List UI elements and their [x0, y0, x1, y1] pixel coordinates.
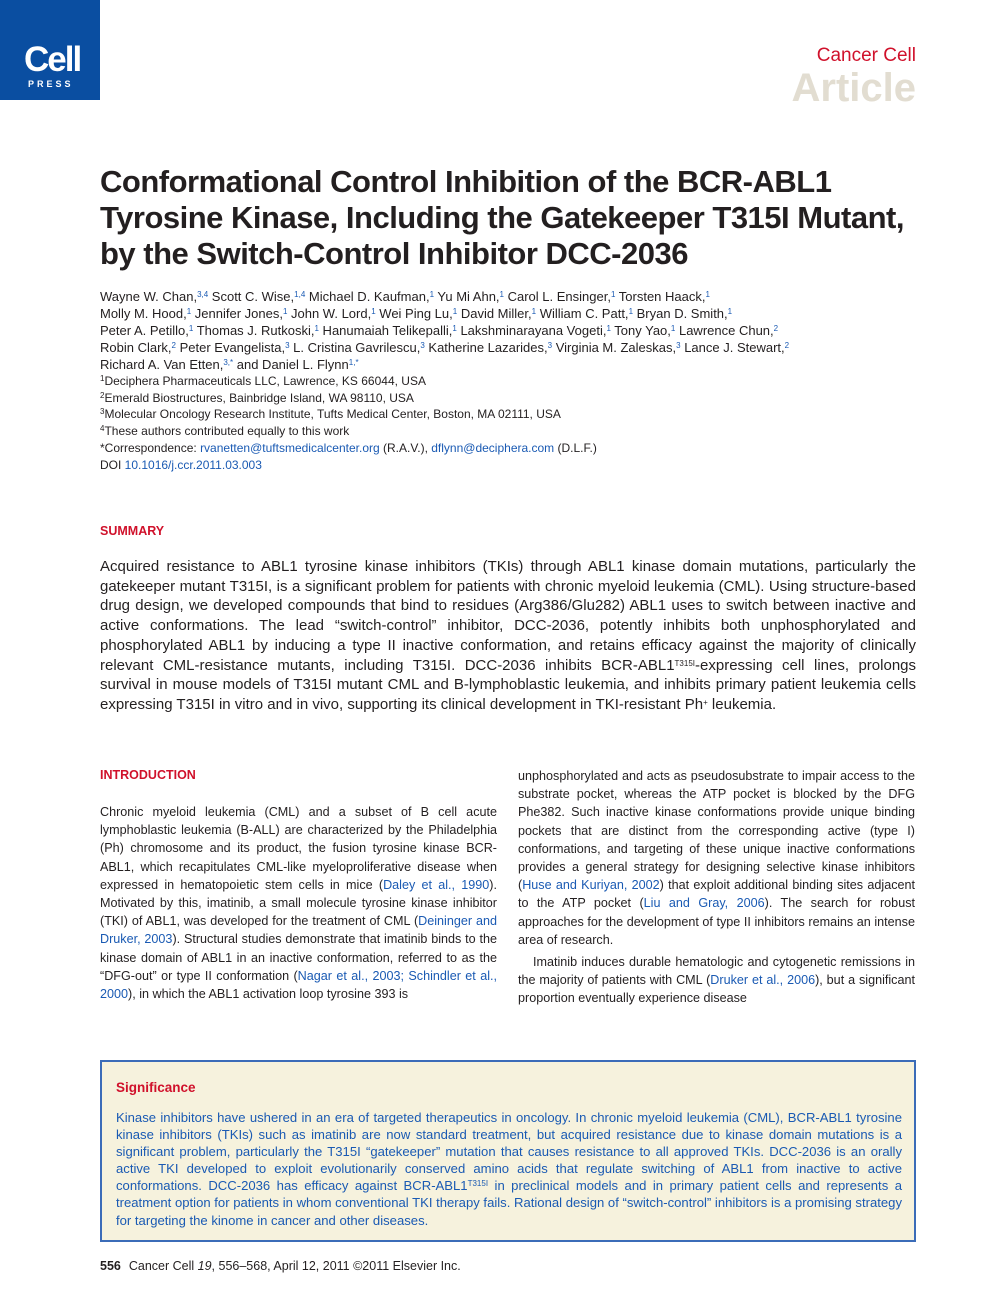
- text-run: ). Motivated by this, imatinib, a small molecule tyrosine kinase inhibitor (TKI) of ABL1, was developed for the treatment of CML (: [100, 877, 497, 929]
- text-run: ), but a significant proportion eventually experience disease: [518, 973, 915, 1006]
- author-name: David Miller,: [457, 306, 532, 321]
- author-name: Robin Clark,: [100, 340, 172, 355]
- text-run: ). Structural studies demonstrate that imatinib binds to the kinase domain of ABL1 in an inactive conformation, referred to as the “DFG-out” or type II conformation (: [100, 932, 497, 983]
- intro-column-right: [518, 767, 915, 1008]
- affiliation-marker[interactable]: 2: [784, 341, 790, 350]
- affiliation-marker[interactable]: 1: [670, 324, 676, 333]
- author-name: and Daniel L. Flynn: [233, 357, 349, 372]
- affiliation-marker[interactable]: 3: [676, 341, 681, 350]
- affiliation-marker[interactable]: 1: [314, 324, 319, 333]
- author-name: Wei Ping Lu,: [375, 306, 453, 321]
- affiliation-marker[interactable]: 2: [773, 324, 779, 333]
- author-line: [100, 288, 930, 305]
- affiliation-marker[interactable]: 1: [429, 290, 435, 299]
- author-name: Wayne W. Chan,: [100, 289, 198, 304]
- author-name: L. Cristina Gavrilescu,: [289, 340, 421, 355]
- affiliation-marker[interactable]: 1: [282, 307, 288, 316]
- author-name: Bryan D. Smith,: [633, 306, 728, 321]
- affiliation-marker[interactable]: 3,*: [223, 358, 234, 367]
- author-name: Hanumaiah Telikepalli,: [318, 323, 453, 338]
- summary-heading: SUMMARY: [100, 524, 165, 538]
- affiliation-marker[interactable]: 3: [547, 341, 553, 350]
- correspondence: *Correspondence: rvanetten@tuftsmedicalcenter.org (R.A.V.), dflynn@deciphera.com (D.L.F.): [100, 440, 597, 455]
- page-footer: 556 Cancer Cell 19, 556–568, April 12, 2011 ©2011 Elsevier Inc.: [100, 1259, 461, 1273]
- author-name: Tony Yao,: [610, 323, 671, 338]
- author-name: Molly M. Hood,: [100, 306, 187, 321]
- text-run: ). The search for robust approaches for the development of type II inhibitors remains an intense area of research.: [518, 896, 915, 947]
- text-run: unphosphorylated and acts as pseudosubstrate to impair access to the substrate pocket, whereas the ATP pocket is blocked by the DFG Phe382. Such inactive kinase conformations provide unique binding pockets that are distinct from the corresponding active (type I) conformations, and targeting of these unique inactive conformations provides a general strategy for designing selective kinase inhibitors (: [518, 769, 915, 893]
- citation-link[interactable]: Nagar et al., 2003; Schindler et al., 2000: [100, 968, 497, 1002]
- affiliation-marker[interactable]: 1: [531, 307, 537, 316]
- author-name: Thomas J. Rutkoski,: [193, 323, 315, 338]
- affiliation-item: $^2$Emerald Biostructures, Bainbridge Island, WA 98110, USA: [100, 390, 414, 405]
- citation-link[interactable]: Deininger and Druker, 2003: [100, 914, 497, 947]
- author-name: Lance J. Stewart,: [680, 340, 785, 355]
- introduction-heading: INTRODUCTION: [100, 768, 196, 782]
- author-name: William C. Patt,: [536, 306, 629, 321]
- author-line: [100, 322, 930, 339]
- author-name: Peter A. Petillo,: [100, 323, 189, 338]
- doi: DOI 10.1016/j.ccr.2011.03.003: [100, 457, 262, 472]
- author-name: Richard A. Van Etten,: [100, 357, 224, 372]
- affiliation-marker[interactable]: 1,4: [294, 290, 306, 299]
- author-line: [100, 305, 930, 322]
- email-link-vanetten[interactable]: rvanetten@tuftsmedicalcenter.org: [200, 440, 380, 455]
- citation-link[interactable]: Daley et al., 1990: [383, 877, 490, 892]
- affiliation-item: $^3$Molecular Oncology Research Institute, Tufts Medical Center, Boston, MA 02111, USA: [100, 407, 561, 422]
- author-name: Yu Mi Ahn,: [434, 289, 500, 304]
- logo-wordmark: Cell: [24, 40, 81, 79]
- text-run: Chronic myeloid leukemia (CML) and a subset of B cell acute lymphoblastic leukemia (B-ALL) are characterized by the Philadelphia (Ph) chromosome and its product, the fusion tyrosine kinase BCR-ABL1, which recapitulates CML-like myeloproliferative disease when expressed in hematopoietic stem cells in mice (: [100, 805, 497, 892]
- affiliation-marker[interactable]: 1: [452, 307, 458, 316]
- author-name: Jennifer Jones,: [191, 306, 283, 321]
- affiliation-marker[interactable]: 2: [171, 341, 176, 350]
- author-name: Lakshminarayana Vogeti,: [456, 323, 607, 338]
- affiliation-marker[interactable]: 1: [628, 307, 634, 316]
- significance-box: [100, 1060, 916, 1242]
- affiliation-marker[interactable]: 1: [606, 324, 611, 333]
- author-name: Lawrence Chun,: [675, 323, 774, 338]
- affiliation-marker[interactable]: 1: [705, 290, 710, 299]
- author-line: [100, 339, 930, 356]
- affiliation-marker[interactable]: 1: [610, 290, 616, 299]
- page-number: 556: [100, 1259, 121, 1273]
- significance-text: Kinase inhibitors have ushered in an era of targeted therapeutics in oncology. In chronic myeloid leukemia (CML), BCR-ABL1 tyrosine kinase inhibitors (TKIs) such as imatinib are now standard treatment, but acquired resistance due to kinase domain mutations is a significant problem, particularly the T315I “gatekeeper” mutation that causes resistance to all approved TKIs. DCC-2036 is an orally active TKI developed to exploit evolutionarily conserved amino acids that regulate switching of ABL1 from inactive to active conformations. DCC-2036 has efficacy against BCR-$ABL1^{T315I}$ in preclinical models and in primary patient cells and represents a treatment option for patients in whom conventional TKI therapy fails. Rational design of “switch-control” inhibitors is a promising strategy for targeting the kinome in cancer and other diseases.: [116, 1110, 902, 1228]
- cell-press-logo: [0, 0, 100, 100]
- author-name: Scott C. Wise,: [208, 289, 295, 304]
- affiliation-marker[interactable]: 1: [371, 307, 376, 316]
- affiliation-marker[interactable]: 1: [186, 307, 192, 316]
- article-title: Conformational Control Inhibition of the BCR-ABL1 Tyrosine Kinase, Including the Gatekeeper T315I Mutant, by the Switch-Control Inhibitor DCC-2036: [100, 164, 904, 271]
- text-run: ) that exploit additional binding sites adjacent to the ATP pocket (: [518, 878, 915, 911]
- author-name: Michael D. Kaufman,: [305, 289, 430, 304]
- email-link-flynn[interactable]: dflynn@deciphera.com: [431, 440, 555, 455]
- author-list: [100, 288, 930, 373]
- text-run: Imatinib induces durable hematologic and cytogenetic remissions in the majority of patients with CML (: [518, 955, 915, 988]
- article-type: Article: [791, 66, 916, 110]
- intro-paragraph-2: [518, 953, 915, 1008]
- affiliation-item: $^1$Deciphera Pharmaceuticals LLC, Lawrence, KS 66044, USA: [100, 374, 426, 388]
- author-name: Carol L. Ensinger,: [504, 289, 611, 304]
- affiliation-marker[interactable]: 1: [499, 290, 504, 299]
- affiliation-marker[interactable]: 1,*: [348, 358, 359, 367]
- citation-link[interactable]: Huse and Kuriyan, 2002: [522, 878, 660, 893]
- citation-link[interactable]: Liu and Gray, 2006: [643, 896, 765, 911]
- author-name: Virginia M. Zaleskas,: [552, 340, 677, 355]
- citation-link[interactable]: Druker et al., 2006: [710, 973, 816, 988]
- intro-paragraph-1: [100, 803, 497, 1003]
- author-name: John W. Lord,: [287, 306, 372, 321]
- affiliation-marker[interactable]: 3: [420, 341, 425, 350]
- affiliation-marker[interactable]: 3: [285, 341, 290, 350]
- doi-link[interactable]: 10.1016/j.ccr.2011.03.003: [124, 457, 262, 472]
- affiliation-item: $^4$These authors contributed equally to this work: [100, 424, 350, 439]
- affiliation-marker[interactable]: 3,4: [197, 290, 209, 299]
- author-name: Peter Evangelista,: [175, 340, 286, 355]
- journal-name: Cancer Cell: [816, 45, 916, 66]
- intro-paragraph-continued: [518, 767, 915, 949]
- significance-heading: Significance: [116, 1080, 196, 1095]
- summary-text: Acquired resistance to ABL1 tyrosine kinase inhibitors (TKIs) through ABL1 kinase domain mutations, particularly the gatekeeper mutant T315I, is a significant problem for patients with chronic myeloid leukemia (CML). Using structure-based drug design, we developed compounds that bind to residues (Arg386/Glu282) ABL1 uses to switch between inactive and active conformations. The lead “switch-control” inhibitor, DCC-2036, potently inhibits both unphosphorylated and phosphorylated ABL1 by inducing a type II inactive conformation, and retains efficacy against the majority of clinically relevant CML-resistance mutants, including T315I. DCC-2036 inhibits BCR-$ABL1^{T315I}$-expressing cell lines, prolongs survival in mouse models of T315I mutant CML and B-lymphoblastic leukemia, and inhibits primary patient leukemia cells expressing T315I in vitro and in vivo, supporting its clinical development in TKI-resistant Ph+ leukemia.: [100, 558, 917, 713]
- affiliation-marker[interactable]: 1: [452, 324, 457, 333]
- affiliation-marker[interactable]: 1: [188, 324, 194, 333]
- author-name: Torsten Haack,: [615, 289, 706, 304]
- logo-subtitle: PRESS: [28, 79, 74, 89]
- intro-column-left: [100, 803, 497, 1003]
- affiliations: [100, 373, 920, 473]
- affiliation-marker[interactable]: 1: [727, 307, 733, 316]
- text-run: ), in which the ABL1 activation loop tyrosine 393 is: [128, 987, 409, 1002]
- author-name: Katherine Lazarides,: [424, 340, 548, 355]
- author-line: [100, 356, 930, 373]
